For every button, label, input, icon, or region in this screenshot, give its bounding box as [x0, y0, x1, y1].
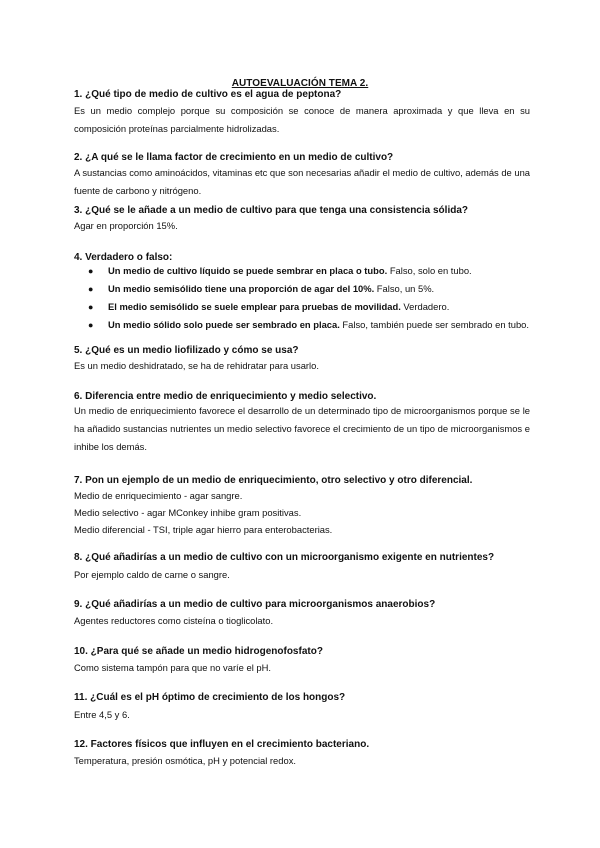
statement: Un medio semisólido tiene una proporción de agar del 10%.: [108, 283, 375, 294]
answer-2: A sustancias como aminoácidos, vitaminas etc que son necesarias añadir el medio de cultivo, además de una fuente de carbono y nitrógeno.: [74, 167, 530, 196]
answer-11: Entre 4,5 y 6.: [74, 709, 130, 720]
list-item: [74, 316, 530, 334]
list-item: [74, 280, 530, 298]
bullet-icon: ●: [88, 266, 94, 276]
answer-10: Como sistema tampón para que no varíe el pH.: [74, 662, 271, 673]
answer-6: Un medio de enriquecimiento favorece el desarrollo de un determinado tipo de microorganismos porque se le ha añadido sustancias nutrientes un medio selectivo favorece el crecimiento de un tipo de microorganismos e inhibe los demás.: [74, 405, 530, 452]
question-10: 10. ¿Para qué se añade un medio hidrogenofosfato?: [74, 646, 323, 657]
statement: Un medio de cultivo líquido se puede sembrar en placa o tubo.: [108, 265, 388, 276]
answer-9: Agentes reductores como cisteína o tioglicolato.: [74, 615, 274, 626]
question-6: 6. Diferencia entre medio de enriquecimiento y medio selectivo.: [74, 391, 377, 402]
bullet-icon: ●: [88, 302, 94, 312]
bullet-icon: ●: [88, 320, 94, 330]
answer-5: Es un medio deshidratado, se ha de rehidratar para usarlo.: [74, 360, 319, 371]
statement-answer: Falso, un 5%.: [374, 283, 435, 294]
question-1: 1. ¿Qué tipo de medio de cultivo es el agua de peptona?: [74, 89, 342, 100]
statement-answer: Falso, también puede ser sembrado en tubo.: [339, 319, 530, 330]
bullet-icon: ●: [88, 284, 94, 294]
answer-1: Es un medio complejo porque su composición se conoce de manera aproximada y que lleva en su composición proteínas parcialmente hidrolizadas.: [74, 105, 530, 134]
question-11: 11. ¿Cuál es el pH óptimo de crecimiento de los hongos?: [74, 692, 346, 703]
list-item: [74, 298, 530, 316]
question-8: 8. ¿Qué añadirías a un medio de cultivo con un microorganismo exigente en nutrientes?: [74, 552, 495, 563]
answer-8: Por ejemplo caldo de carne o sangre.: [74, 569, 230, 580]
answer-3: Agar en proporción 15%.: [74, 220, 178, 231]
answer-7-line: Medio diferencial - TSI, triple agar hierro para enterobacterias.: [74, 524, 333, 535]
list-item: [74, 262, 530, 280]
statement: Un medio sólido solo puede ser sembrado en placa.: [108, 319, 340, 330]
question-5: 5. ¿Qué es un medio liofilizado y cómo se usa?: [74, 345, 299, 356]
true-false-list: [74, 262, 530, 334]
statement-answer: Verdadero.: [400, 301, 450, 312]
answer-12: Temperatura, presión osmótica, pH y potencial redox.: [74, 755, 296, 766]
question-4: 4. Verdadero o falso:: [74, 252, 173, 263]
statement: El medio semisólido se suele emplear para pruebas de movilidad.: [108, 301, 401, 312]
question-2: 2. ¿A qué se le llama factor de crecimiento en un medio de cultivo?: [74, 152, 394, 163]
question-12: 12. Factores físicos que influyen en el crecimiento bacteriano.: [74, 739, 370, 750]
question-3: 3. ¿Qué se le añade a un medio de cultivo para que tenga una consistencia sólida?: [74, 205, 468, 216]
statement-answer: Falso, solo en tubo.: [387, 265, 472, 276]
answer-7-line: Medio selectivo - agar MConkey inhibe gram positivas.: [74, 507, 302, 518]
question-7: 7. Pon un ejemplo de un medio de enriquecimiento, otro selectivo y otro diferencial.: [74, 475, 473, 486]
question-9: 9. ¿Qué añadirías a un medio de cultivo para microorganismos anaerobios?: [74, 599, 436, 610]
document-title: AUTOEVALUACIÓN TEMA 2.: [231, 78, 369, 89]
answer-7-line: Medio de enriquecimiento - agar sangre.: [74, 490, 243, 501]
